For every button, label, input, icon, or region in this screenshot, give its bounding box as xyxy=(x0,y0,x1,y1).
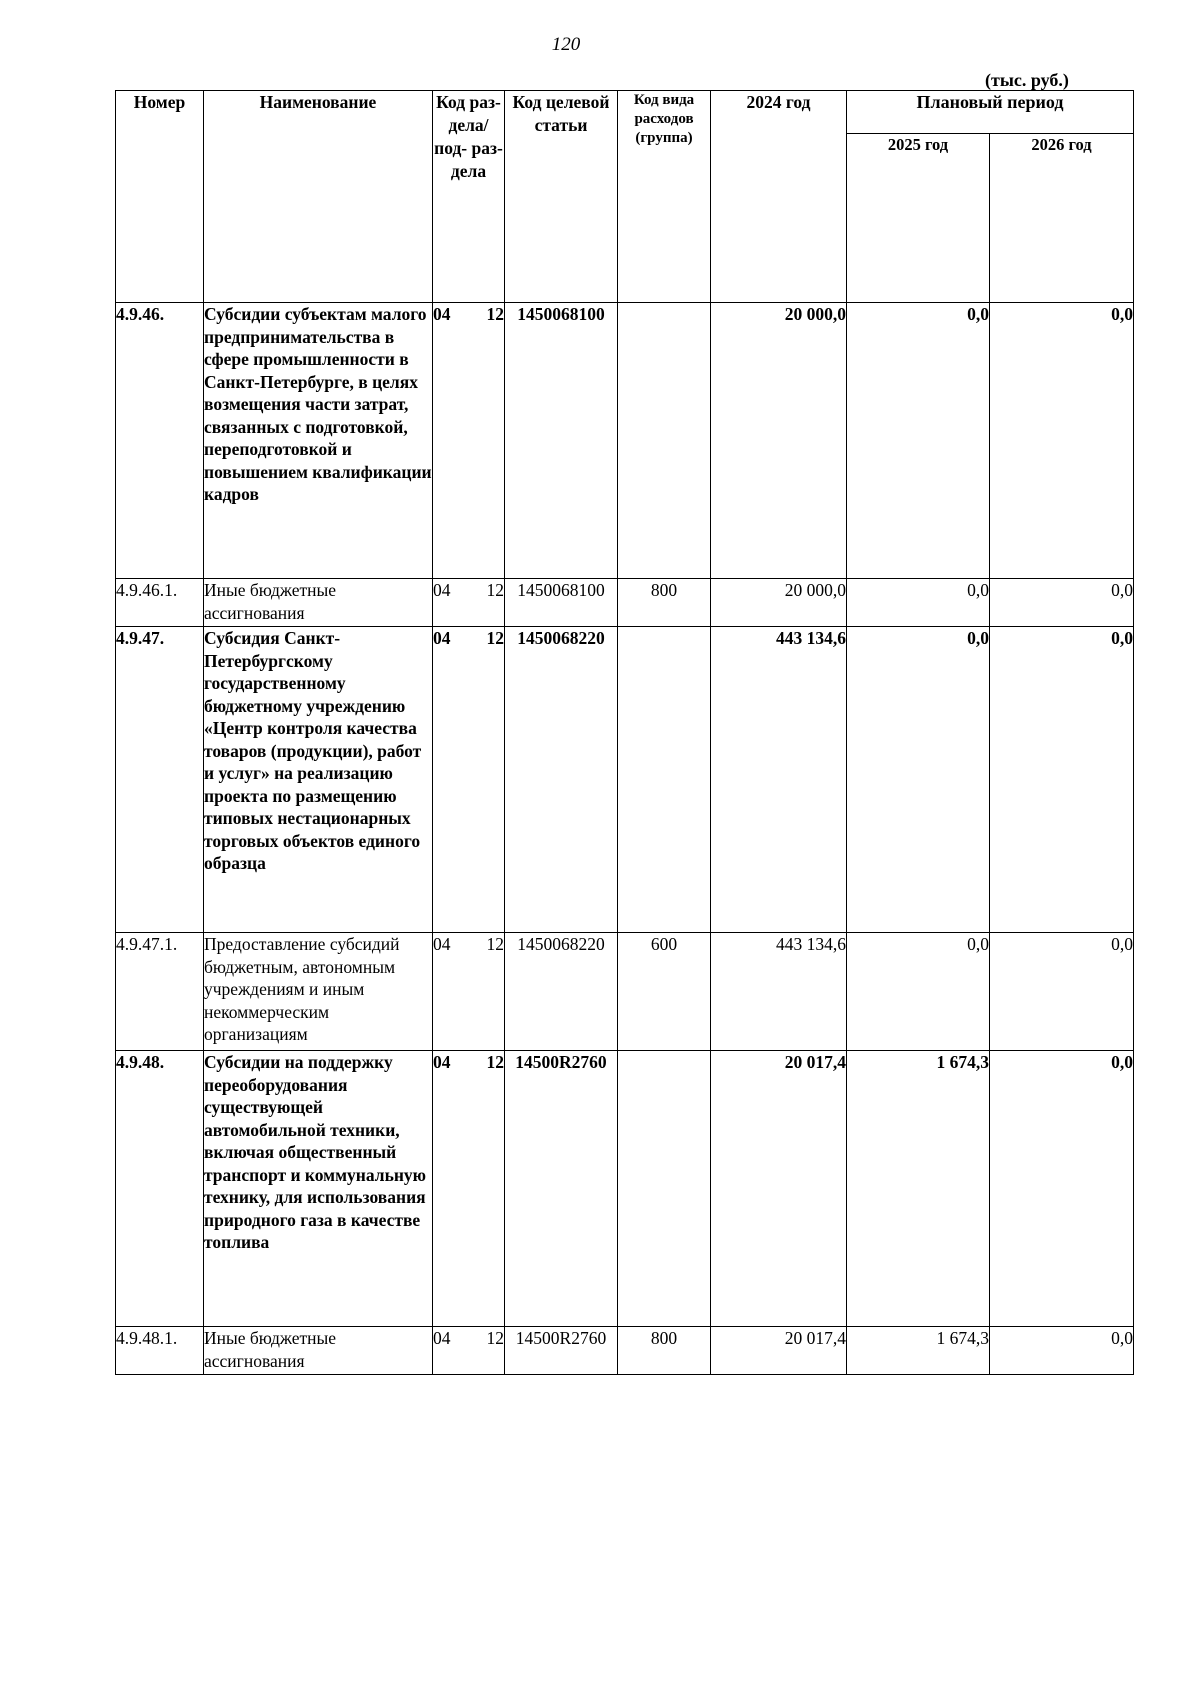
table-row xyxy=(116,303,1134,579)
header-target-code: Код целевой статьи xyxy=(505,91,618,303)
row-amount-2024: 443 134,6 xyxy=(711,627,847,933)
header-year-2026: 2026 год xyxy=(990,134,1134,303)
row-target-code: 1450068220 xyxy=(505,627,618,933)
row-expense-kind: 800 xyxy=(618,579,711,627)
row-section: 04 xyxy=(433,580,451,600)
row-amount-2026: 0,0 xyxy=(990,1327,1134,1375)
header-number: Номер xyxy=(116,91,204,303)
row-expense-kind xyxy=(618,303,711,579)
row-amount-2026: 0,0 xyxy=(990,627,1134,933)
table-row xyxy=(116,1327,1134,1375)
row-name: Субсидии на поддержку переоборудования существующей автомобильной техники, включая общественный транспорт и коммунальную технику, для использования природного газа в качестве топлива xyxy=(204,1051,433,1327)
row-amount-2024: 20 017,4 xyxy=(711,1327,847,1375)
budget-table xyxy=(115,90,1134,1375)
page-number: 120 xyxy=(551,34,581,55)
row-number: 4.9.46.1. xyxy=(116,579,204,627)
row-number: 4.9.48. xyxy=(116,1051,204,1327)
row-name: Субсидии субъектам малого предпринимательства в сфере промышленности в Санкт-Петербурге, в целях возмещения части затрат, связанных с подготовкой, переподготовкой и повышением квалификации кадров xyxy=(204,303,433,579)
row-target-code: 14500R2760 xyxy=(505,1051,618,1327)
row-section: 04 xyxy=(433,1328,451,1348)
row-amount-2025: 0,0 xyxy=(847,627,990,933)
row-name: Предоставление субсидий бюджетным, автономным учреждениям и иным некоммерческим организациям xyxy=(204,933,433,1051)
row-amount-2024: 443 134,6 xyxy=(711,933,847,1051)
header-expense-kind: Код вида расходов (группа) xyxy=(618,91,711,303)
row-target-code: 14500R2760 xyxy=(505,1327,618,1375)
row-subsection: 12 xyxy=(486,580,504,600)
row-target-code: 1450068100 xyxy=(505,579,618,627)
table-row xyxy=(116,933,1134,1051)
row-amount-2024: 20 000,0 xyxy=(711,579,847,627)
row-amount-2025: 0,0 xyxy=(847,579,990,627)
row-section: 04 xyxy=(433,934,451,954)
table-row xyxy=(116,579,1134,627)
table-row xyxy=(116,1051,1134,1327)
row-expense-kind: 600 xyxy=(618,933,711,1051)
row-name: Иные бюджетные ассигнования xyxy=(204,579,433,627)
row-number: 4.9.47. xyxy=(116,627,204,933)
units-label: (тыс. руб.) xyxy=(985,70,1069,90)
row-target-code: 1450068100 xyxy=(505,303,618,579)
header-year-2025: 2025 год xyxy=(847,134,990,303)
header-year-2024: 2024 год xyxy=(711,91,847,303)
row-number: 4.9.48.1. xyxy=(116,1327,204,1375)
row-name: Иные бюджетные ассигнования xyxy=(204,1327,433,1375)
row-amount-2025: 0,0 xyxy=(847,303,990,579)
row-section-code xyxy=(433,303,505,579)
row-section-code xyxy=(433,1327,505,1375)
row-amount-2025: 1 674,3 xyxy=(847,1051,990,1327)
row-expense-kind: 800 xyxy=(618,1327,711,1375)
row-amount-2025: 0,0 xyxy=(847,933,990,1051)
row-amount-2026: 0,0 xyxy=(990,1051,1134,1327)
row-section-code xyxy=(433,933,505,1051)
row-section: 04 xyxy=(433,628,451,648)
table-row xyxy=(116,627,1134,933)
header-plan-period: Плановый период xyxy=(847,91,1134,134)
row-number: 4.9.47.1. xyxy=(116,933,204,1051)
row-subsection: 12 xyxy=(486,1052,504,1072)
row-expense-kind xyxy=(618,1051,711,1327)
row-section: 04 xyxy=(433,1052,451,1072)
row-amount-2026: 0,0 xyxy=(990,303,1134,579)
row-amount-2024: 20 017,4 xyxy=(711,1051,847,1327)
row-subsection: 12 xyxy=(486,628,504,648)
row-section-code xyxy=(433,1051,505,1327)
row-expense-kind xyxy=(618,627,711,933)
row-amount-2025: 1 674,3 xyxy=(847,1327,990,1375)
row-section-code xyxy=(433,627,505,933)
row-amount-2024: 20 000,0 xyxy=(711,303,847,579)
header-name: Наименование xyxy=(204,91,433,303)
row-section-code xyxy=(433,579,505,627)
row-subsection: 12 xyxy=(486,1328,504,1348)
row-name: Субсидия Санкт-Петербургскому государственному бюджетному учреждению «Центр контроля качества товаров (продукции), работ и услуг» на реализацию проекта по размещению типовых нестационарных торговых объектов единого образца xyxy=(204,627,433,933)
header-section-code: Код раз- дела/ под- раз- дела xyxy=(433,91,505,303)
row-target-code: 1450068220 xyxy=(505,933,618,1051)
row-amount-2026: 0,0 xyxy=(990,933,1134,1051)
row-subsection: 12 xyxy=(486,934,504,954)
row-subsection: 12 xyxy=(486,304,504,324)
row-section: 04 xyxy=(433,304,451,324)
header-row xyxy=(116,91,1134,134)
row-number: 4.9.46. xyxy=(116,303,204,579)
row-amount-2026: 0,0 xyxy=(990,579,1134,627)
